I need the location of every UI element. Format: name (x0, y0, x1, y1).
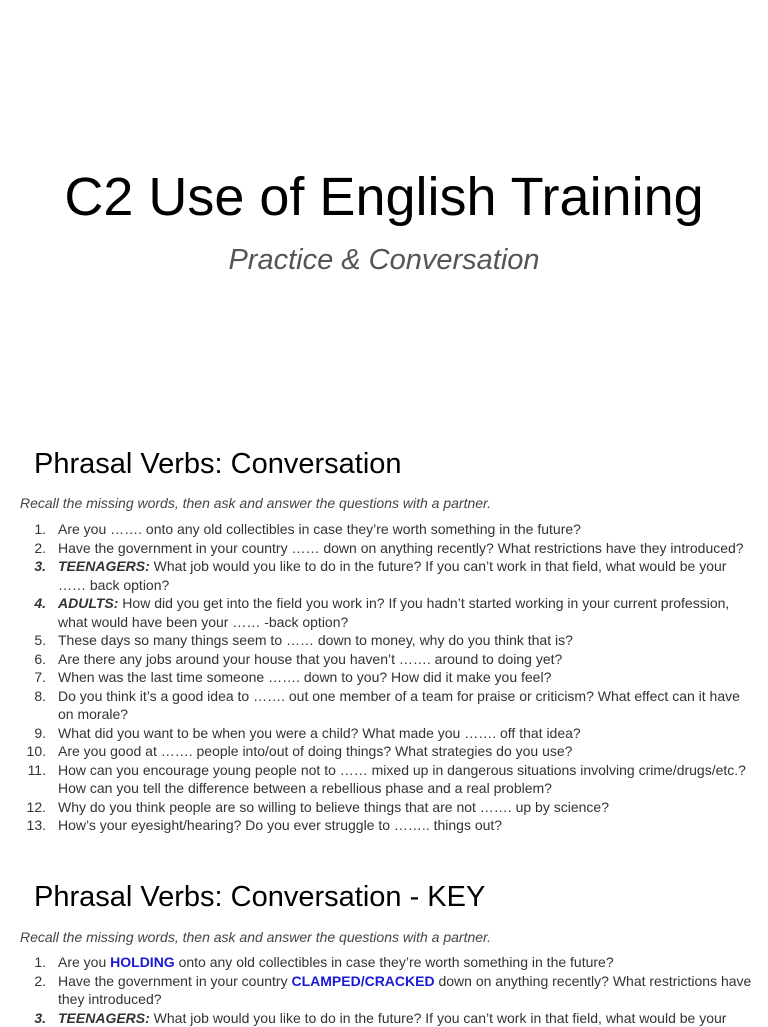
question-number: 10. (22, 742, 46, 761)
question-item (0, 687, 768, 724)
question-audience-label: TEENAGERS: (58, 558, 150, 574)
question-text: When was the last time someone ……. down to you? How did it make you feel? (58, 669, 551, 685)
question-text: How can you encourage young people not to …… mixed up in dangerous situations involving crime/drugs/etc.? How can you tell the difference between a rebellious phase and a real problem? (58, 762, 746, 797)
question-text: Are you good at ……. people into/out of doing things? What strategies do you use? (58, 743, 572, 759)
question-item (0, 539, 768, 558)
question-audience-label: ADULTS: (58, 595, 118, 611)
question-text: These days so many things seem to …… down to money, why do you think that is? (58, 632, 573, 648)
question-item (0, 668, 768, 687)
question-number: 5. (22, 631, 46, 650)
answer-text-after: onto any old collectibles in case they’re worth something in the future? (175, 954, 614, 970)
answer-text-after: down on anything recently? What restrictions have they introduced? (58, 973, 751, 1008)
question-text: How did you get into the field you work in? If you hadn’t started working in your current profession, what would have been your …… -back option? (58, 595, 729, 630)
question-number: 4. (22, 594, 46, 613)
question-item (0, 631, 768, 650)
question-item (0, 761, 768, 798)
answer-text-before: Have the government in your country (58, 973, 291, 989)
document-subtitle: Practice & Conversation (0, 244, 768, 277)
question-number: 8. (22, 687, 46, 706)
question-item (0, 798, 768, 817)
question-text: Why do you think people are so willing to believe things that are not ……. up by science? (58, 799, 609, 815)
question-text: What did you want to be when you were a child? What made you ……. off that idea? (58, 725, 581, 741)
question-number: 1. (22, 520, 46, 539)
question-item (0, 557, 768, 594)
answer-list (0, 953, 768, 1027)
question-item (0, 742, 768, 761)
section-instructions: Recall the missing words, then ask and answer the questions with a partner. (20, 495, 768, 511)
question-audience-label: TEENAGERS: (58, 1010, 150, 1026)
question-number: 12. (22, 798, 46, 817)
section-conversation-key (0, 881, 768, 1027)
document-title: C2 Use of English Training (0, 166, 768, 228)
section-instructions: Recall the missing words, then ask and answer the questions with a partner. (20, 929, 768, 945)
question-number: 3. (22, 557, 46, 576)
question-number: 13. (22, 816, 46, 835)
answer-text-before: What job would you like to do in the future? If you can’t work in that field, what would be your (150, 1010, 727, 1026)
question-number: 7. (22, 668, 46, 687)
question-text: Are there any jobs around your house that you haven’t ……. around to doing yet? (58, 651, 562, 667)
question-number: 2. (22, 539, 46, 558)
question-number: 2. (22, 972, 46, 991)
question-item (0, 724, 768, 743)
question-list (0, 520, 768, 835)
question-number: 6. (22, 650, 46, 669)
answer-item (0, 972, 768, 1009)
section-heading: Phrasal Verbs: Conversation (34, 448, 768, 481)
question-item (0, 816, 768, 835)
section-heading: Phrasal Verbs: Conversation - KEY (34, 881, 768, 914)
question-text: What job would you like to do in the future? If you can’t work in that field, what would be your …… back option? (58, 558, 726, 593)
question-number: 9. (22, 724, 46, 743)
section-conversation (0, 448, 768, 835)
question-item (0, 594, 768, 631)
question-number: 3. (22, 1009, 46, 1027)
answer-text-before: Are you (58, 954, 110, 970)
question-text: How’s your eyesight/hearing? Do you ever struggle to …….. things out? (58, 817, 502, 833)
answer-key: CLAMPED/CRACKED (291, 973, 434, 989)
question-number: 11. (22, 761, 46, 780)
question-text: Have the government in your country …… down on anything recently? What restrictions have they introduced? (58, 540, 744, 556)
question-item (0, 650, 768, 669)
question-number: 1. (22, 953, 46, 972)
answer-key: HOLDING (110, 954, 175, 970)
question-text: Are you ……. onto any old collectibles in case they’re worth something in the future? (58, 521, 581, 537)
answer-item (0, 1009, 768, 1027)
question-item (0, 520, 768, 539)
question-text: Do you think it’s a good idea to ……. out one member of a team for praise or criticism? What effect can it have on morale? (58, 688, 740, 723)
answer-item (0, 953, 768, 972)
